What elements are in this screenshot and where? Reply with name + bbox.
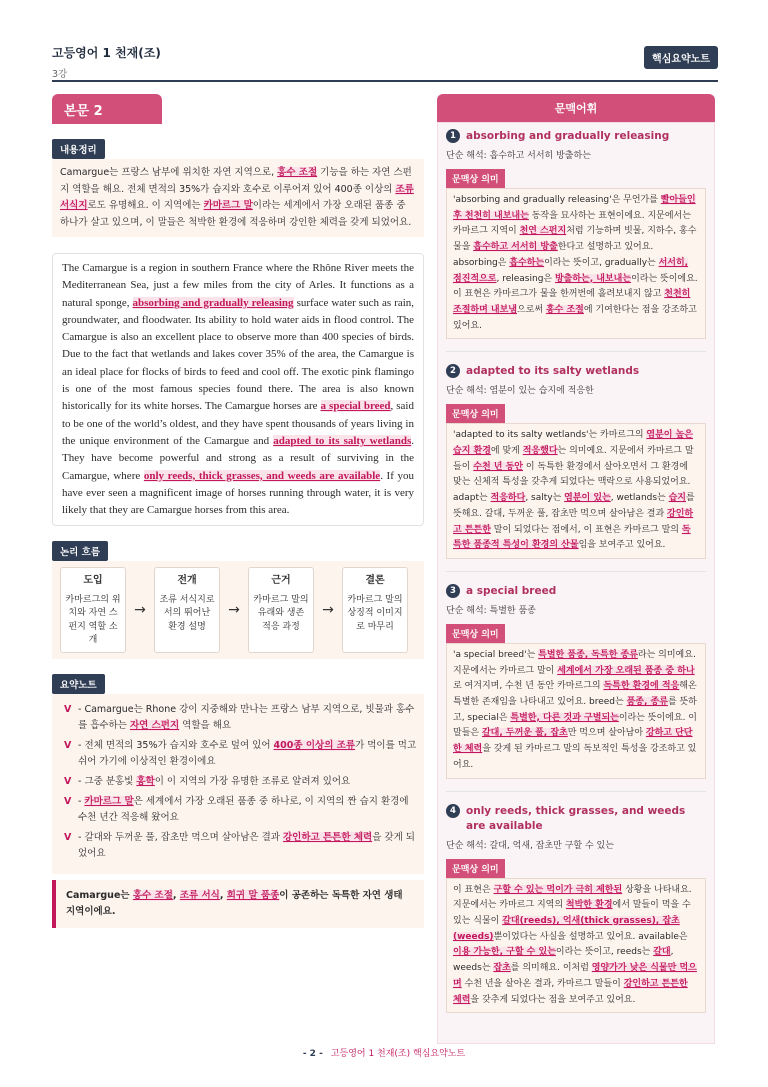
highlight-phrase: 염분이 높은 습지 환경	[453, 430, 693, 457]
check-icon: V	[64, 740, 72, 752]
header-subtitle: 3강	[52, 69, 68, 80]
simple-translation: 단순 해석: 흡수하고 서서히 방출하는	[446, 151, 591, 161]
text-run: 은 세계에서 가장 오래된 품종 중 하나로, 이 지역의 짠 습지 환경에 수천 년간 적응해 왔어요	[78, 796, 409, 824]
vocab-term	[446, 129, 706, 144]
flow-card-development	[154, 567, 220, 653]
page-number: - 2 -	[302, 1049, 323, 1059]
text-run: 말이 되었다는 점에서, 이 표현은 카마르그 말의	[490, 524, 682, 535]
section-title: 본문 2	[52, 94, 162, 124]
highlight-phrase: 자연 스펀지	[129, 720, 180, 732]
text-run: 이 공존하는 독특한 자연 생태 지역이에요.	[66, 890, 403, 918]
summary-box	[52, 159, 424, 237]
right-column	[437, 94, 715, 1044]
text-run: 이 독특한 환경에서 살아오면서 그 환경에 맞는 신체적 특성을 갖추게 되었다는 맥락으로 사용되었어요. adapt는	[453, 461, 691, 504]
context-explanation	[446, 188, 706, 339]
text-run: 을 갖추게 되었다는 점을 보여주고 있어요.	[470, 994, 636, 1005]
highlight-phrase: 세계에서 가장 오래된 품종 중 하나	[557, 665, 695, 676]
text-run: 을 갖게 되었어요	[78, 832, 415, 860]
page-header	[52, 44, 718, 82]
english-passage	[52, 253, 424, 526]
highlight-phrase: 갈대, 두꺼운 풀, 잡초	[481, 728, 568, 739]
highlight-phrase: 조류 서식	[179, 890, 220, 902]
context-tag: 문맥상 의미	[446, 169, 505, 188]
text-run: 기능을 하는 자연 스펀지 역할을 해요. 전체 면적의 35%가 습지와 호수로 이루어져 있어 400종 이상의	[60, 167, 412, 195]
text-run: . They have become powerful and strong as a result of surviving in the Camargue, where	[62, 434, 414, 482]
note-text	[78, 704, 414, 731]
logic-flow	[52, 561, 424, 659]
vocab-term	[446, 364, 706, 379]
highlight-phrase: 홍학	[136, 776, 155, 788]
flow-card-intro	[60, 567, 126, 653]
highlight-phrase: 조류 서식지	[60, 183, 414, 211]
vocab-term-text: absorbing and gradually releasing	[466, 130, 670, 142]
flow-card-body: 카마르그 말의 상징적 이미지로 마무리	[347, 594, 403, 632]
vocab-term	[446, 584, 706, 599]
highlight-phrase: 카마르그 말	[84, 796, 134, 808]
header-badge: 핵심요약노트	[644, 46, 718, 69]
text-run: 수천 년을 살아온 결과, 카마르그 말들이	[461, 978, 624, 989]
text-run: 을 갖게 된 카마르그 말의 독보적인 특성을 강조하고 있어요.	[453, 744, 697, 770]
text-run: 는 의미예요. 지문에서 카마르그 말들이	[453, 446, 694, 472]
highlight-phrase: 수천 년 동안	[473, 461, 523, 472]
arrow-icon: →	[322, 602, 334, 619]
text-run: 를 의미해요. 이처럼	[510, 963, 592, 974]
text-run: 'adapted to its salty wetlands'는 카마르그의	[453, 430, 647, 441]
context-explanation	[446, 423, 706, 559]
highlight-phrase: 흡수하고 서서히 방출	[473, 242, 558, 253]
text-run: - Camargue는 Rhone 강이 지중해와 만나는 프랑스 남부 지역으로, 빗물과 홍수를 흡수하는	[78, 704, 415, 732]
highlight-phrase: 잡초	[493, 963, 511, 974]
text-run: 에 맞게	[490, 446, 523, 457]
highlight-phrase: adapted to its salty wetlands	[273, 434, 412, 447]
text-run: 로 여겨지며, 수천 년 동안 카마르그의	[453, 681, 604, 692]
highlight-phrase: 강인하고 튼튼한 체력	[282, 832, 373, 844]
number-badge: 2	[446, 364, 460, 378]
text-run: , weeds는	[453, 947, 674, 974]
note-item	[58, 702, 418, 734]
highlight-phrase: 홍수 조절	[545, 304, 584, 315]
text-run: 상황을 나타내요. 지문에서는 카마르그 지역의	[453, 884, 692, 911]
highlight-phrase: 강하고 단단한 체력	[453, 728, 693, 755]
vocab-list	[437, 122, 715, 1044]
flow-card-title: 근거	[271, 575, 291, 587]
simple-translation: 단순 해석: 갈대, 억새, 잡초만 구할 수 있는	[446, 840, 614, 851]
vocab-item	[446, 364, 706, 572]
text-run: 이 표현은	[453, 884, 494, 895]
vocab-item	[446, 804, 706, 1026]
text-run: Camargue는 프랑스 남부에 위치한 자연 지역으로,	[60, 167, 278, 178]
highlight-phrase: 홍수 조절	[277, 167, 318, 178]
highlight-phrase: absorbing and gradually releasing	[132, 296, 294, 309]
simple-translation: 단순 해석: 특별한 품종	[446, 605, 536, 616]
note-text	[78, 796, 409, 823]
arrow-icon: →	[134, 602, 146, 619]
highlight-phrase: 특별한 품종, 독특한 종류	[538, 649, 638, 660]
text-run: ,	[172, 890, 180, 902]
highlight-phrase: 독특한 품종적 특성이 환경의 산물	[453, 524, 691, 551]
highlight-phrase: 서서히, 점진적으로	[453, 257, 689, 284]
text-run: 임을 보여주고 있어요.	[578, 540, 666, 551]
highlight-phrase: a special breed	[320, 400, 391, 413]
footer-text: 고등영어 1 천재(조) 핵심요약노트	[330, 1049, 466, 1059]
text-run: 처럼 기능하며 빗물, 지하수, 홍수 물을	[453, 226, 697, 253]
vocab-item	[446, 584, 706, 792]
check-icon: V	[64, 704, 72, 716]
flow-tag: 논리 흐름	[52, 541, 108, 561]
text-run: surface water such as rain, groundwater, and floodwater. Its ability to hold water aids in flood control. The Camargue is also an excellent place to observe more than 400 species of birds. Due to the fact that wetlands and lakes cover 35% of the area, the Camargue is an ideal place for flocks of birds to feed and cool off. The exotic pink flamingo is one of the most famous species found there. The area is also known historically for its white horses. The Camargue horses are	[62, 296, 415, 413]
text-run: 가 먹이를 먹고 쉬어 가기에 이상적인 환경이에요	[78, 740, 417, 768]
text-run: 로도 유명해요. 이 지역에는	[87, 200, 204, 211]
note-item	[58, 830, 418, 862]
highlight-phrase: 강인하고 튼튼한	[453, 508, 694, 535]
text-run: Camargue는	[66, 890, 133, 902]
highlight-phrase: 400종 이상의 조류	[273, 740, 356, 752]
flow-card-conclusion	[342, 567, 408, 653]
note-text	[78, 832, 415, 859]
highlight-phrase: 적응하다	[490, 493, 526, 504]
context-explanation	[446, 878, 706, 1014]
text-run: 만 먹으며 살아남아	[567, 728, 646, 739]
text-run: 이라는 뜻이에요. 이 말들은	[453, 712, 697, 739]
text-run: , said to be one of the world’s oldest, and they have spent thousands of years living in the unique environment of the Camargue and	[62, 400, 414, 447]
text-run: 에서 말들이 먹을 수 있는 식물이	[453, 900, 691, 926]
text-run: 이라는 뜻이고, gradually는	[544, 257, 659, 268]
check-icon: V	[64, 832, 72, 844]
simple-translation: 단순 해석: 염분이 있는 습지에 적응한	[446, 386, 594, 397]
highlight-phrase: 적응했다	[522, 446, 558, 457]
note-text	[78, 740, 416, 767]
context-tag: 문맥상 의미	[446, 624, 505, 643]
note-item	[58, 794, 418, 826]
context-explanation	[446, 643, 706, 779]
flow-card-evidence	[248, 567, 314, 653]
highlight-phrase: only reeds, thick grasses, and weeds are available	[143, 469, 381, 482]
highlight-phrase: 갈대	[653, 947, 671, 958]
text-run: 이라는 뜻이고, reeds는	[555, 947, 654, 958]
highlight-phrase: 홍수 조절	[132, 890, 173, 902]
note-item	[58, 738, 418, 770]
highlight-phrase: 희귀 말 품종	[226, 890, 280, 902]
highlight-phrase: 염분이 있는	[564, 493, 611, 504]
text-run: 'a special breed'는	[453, 649, 539, 660]
vocab-term-text: a special breed	[466, 584, 557, 597]
text-run: 동작을 묘사하는 표현이에요. 지문에서는 카마르그 지역이	[453, 210, 691, 237]
check-icon: V	[64, 796, 72, 808]
text-run: 한다고 설명하고 있어요. absorbing은	[453, 242, 654, 268]
highlight-phrase: 방출하는, 내보내는	[554, 273, 632, 284]
text-run: - 갈대와 두꺼운 풀, 잡초만 먹으며 살아남은 결과	[78, 832, 283, 844]
summary-tag: 내용정리	[52, 139, 105, 159]
notes-tag: 요약노트	[52, 674, 105, 694]
highlight-phrase: 품종, 종류	[626, 697, 668, 708]
flow-card-title: 전개	[177, 575, 197, 587]
text-run: 역할을 해요	[179, 720, 232, 732]
highlight-phrase: 천연 스펀지	[519, 226, 567, 237]
text-run: - 전체 면적의 35%가 습지와 호수로 덮여 있어	[78, 740, 274, 752]
text-run: 라는 의미예요. 지문에서는 카마르그 말이	[453, 649, 696, 676]
text-run: 이라는 세계에서 가장 오래된 품종 중 하나가 살고 있으며, 이 말들은 척박한 환경에 적응하며 강인한 체력을 갖게 되었어요.	[60, 200, 412, 228]
number-badge: 3	[446, 584, 460, 598]
text-run: , salty는	[525, 493, 565, 504]
note-item	[58, 774, 418, 790]
text-run: -	[78, 796, 85, 808]
header-title: 고등영어 1 천재(조)	[52, 46, 161, 60]
text-run: - 그중 분홍빛	[78, 776, 137, 788]
left-column	[52, 94, 424, 928]
highlight-phrase: 강인하고 튼튼한 체력	[453, 978, 688, 1005]
highlight-phrase: 흡수하는	[509, 257, 545, 268]
text-run: , releasing은	[496, 273, 555, 284]
text-run: 해온 특별한 존재임을 나타내고 있어요. breed는	[453, 681, 697, 708]
text-run: 'absorbing and gradually releasing'은 무언가를	[453, 195, 661, 205]
vocab-section-title: 문맥어휘	[437, 94, 715, 122]
context-tag: 문맥상 의미	[446, 859, 505, 878]
flow-card-body: 카마르그 말의 유래와 생존 적응 과정	[253, 594, 309, 632]
highlight-phrase: 척박한 환경	[565, 900, 613, 911]
text-run: 를 뜻해요. 갈대, 두꺼운 풀, 잡초만 먹으며 살아남은 결과	[453, 493, 695, 519]
context-tag: 문맥상 의미	[446, 404, 505, 423]
highlight-phrase: 독특한 환경에 적응	[603, 681, 680, 692]
summary-notes	[52, 694, 424, 874]
arrow-icon: →	[228, 602, 240, 619]
note-text	[78, 776, 350, 787]
flow-card-body: 카마르그의 위치와 자연 스펀지 역할 소개	[65, 594, 121, 646]
number-badge: 1	[446, 129, 460, 143]
text-run: 이 이 지역의 가장 유명한 조류로 알려져 있어요	[154, 776, 351, 788]
highlight-phrase: 구할 수 있는 먹이가 극히 제한된	[493, 884, 623, 895]
vocab-term-text: only reeds, thick grasses, and weeds are available	[466, 804, 686, 832]
conclusion-box	[52, 880, 424, 928]
text-run: 으로써	[517, 304, 546, 315]
text-run: 이라는 뜻이에요. 이 표현은 카마르그가 물을 한꺼번에 흘려보내지 않고	[453, 273, 698, 300]
flow-card-title: 결론	[365, 575, 385, 587]
text-run: ,	[219, 890, 227, 902]
text-run: 뿐이었다는 사실을 설명하고 있어요. available은	[493, 931, 688, 942]
text-run: , wetlands는	[610, 493, 669, 504]
highlight-phrase: 습지	[668, 493, 686, 504]
vocab-term-text: adapted to its salty wetlands	[466, 365, 640, 378]
text-run: 에 기여한다는 점을 강조하고 있어요.	[453, 304, 697, 331]
highlight-phrase: 특별한, 다른 것과 구별되는	[510, 712, 619, 723]
text-run: The Camargue is a region in southern France where the Rhône River meets the Mediterranean Sea, just a few miles from the city of Arles. It functions as a natural sponge,	[62, 262, 414, 309]
highlight-phrase: 빨아들인 후 천천히 내보내는	[453, 195, 696, 221]
text-run: 를 뜻하고, special은	[453, 697, 697, 723]
highlight-phrase: 영양가가 낮은 식물만 먹으며	[453, 963, 697, 989]
vocab-item	[446, 129, 706, 352]
highlight-phrase: 갈대(reeds), 억새(thick grasses), 잡초(weeds)	[453, 915, 680, 942]
vocab-term	[446, 804, 706, 834]
flow-card-body: 조류 서식지로서의 뛰어난 환경 설명	[159, 594, 215, 632]
highlight-phrase: 천천히 조절하며 내보냄	[453, 289, 691, 315]
number-badge: 4	[446, 804, 460, 818]
highlight-phrase: 이용 가능한, 구할 수 있는	[453, 947, 556, 958]
page-footer	[0, 1046, 768, 1059]
text-run: . If you have ever seen a magnificent image of horses running through water, it is very likely that they are Camargue horses from this area.	[62, 469, 414, 517]
check-icon: V	[64, 776, 72, 788]
highlight-phrase: 카마르그 말	[203, 200, 253, 211]
flow-card-title: 도입	[83, 575, 103, 587]
